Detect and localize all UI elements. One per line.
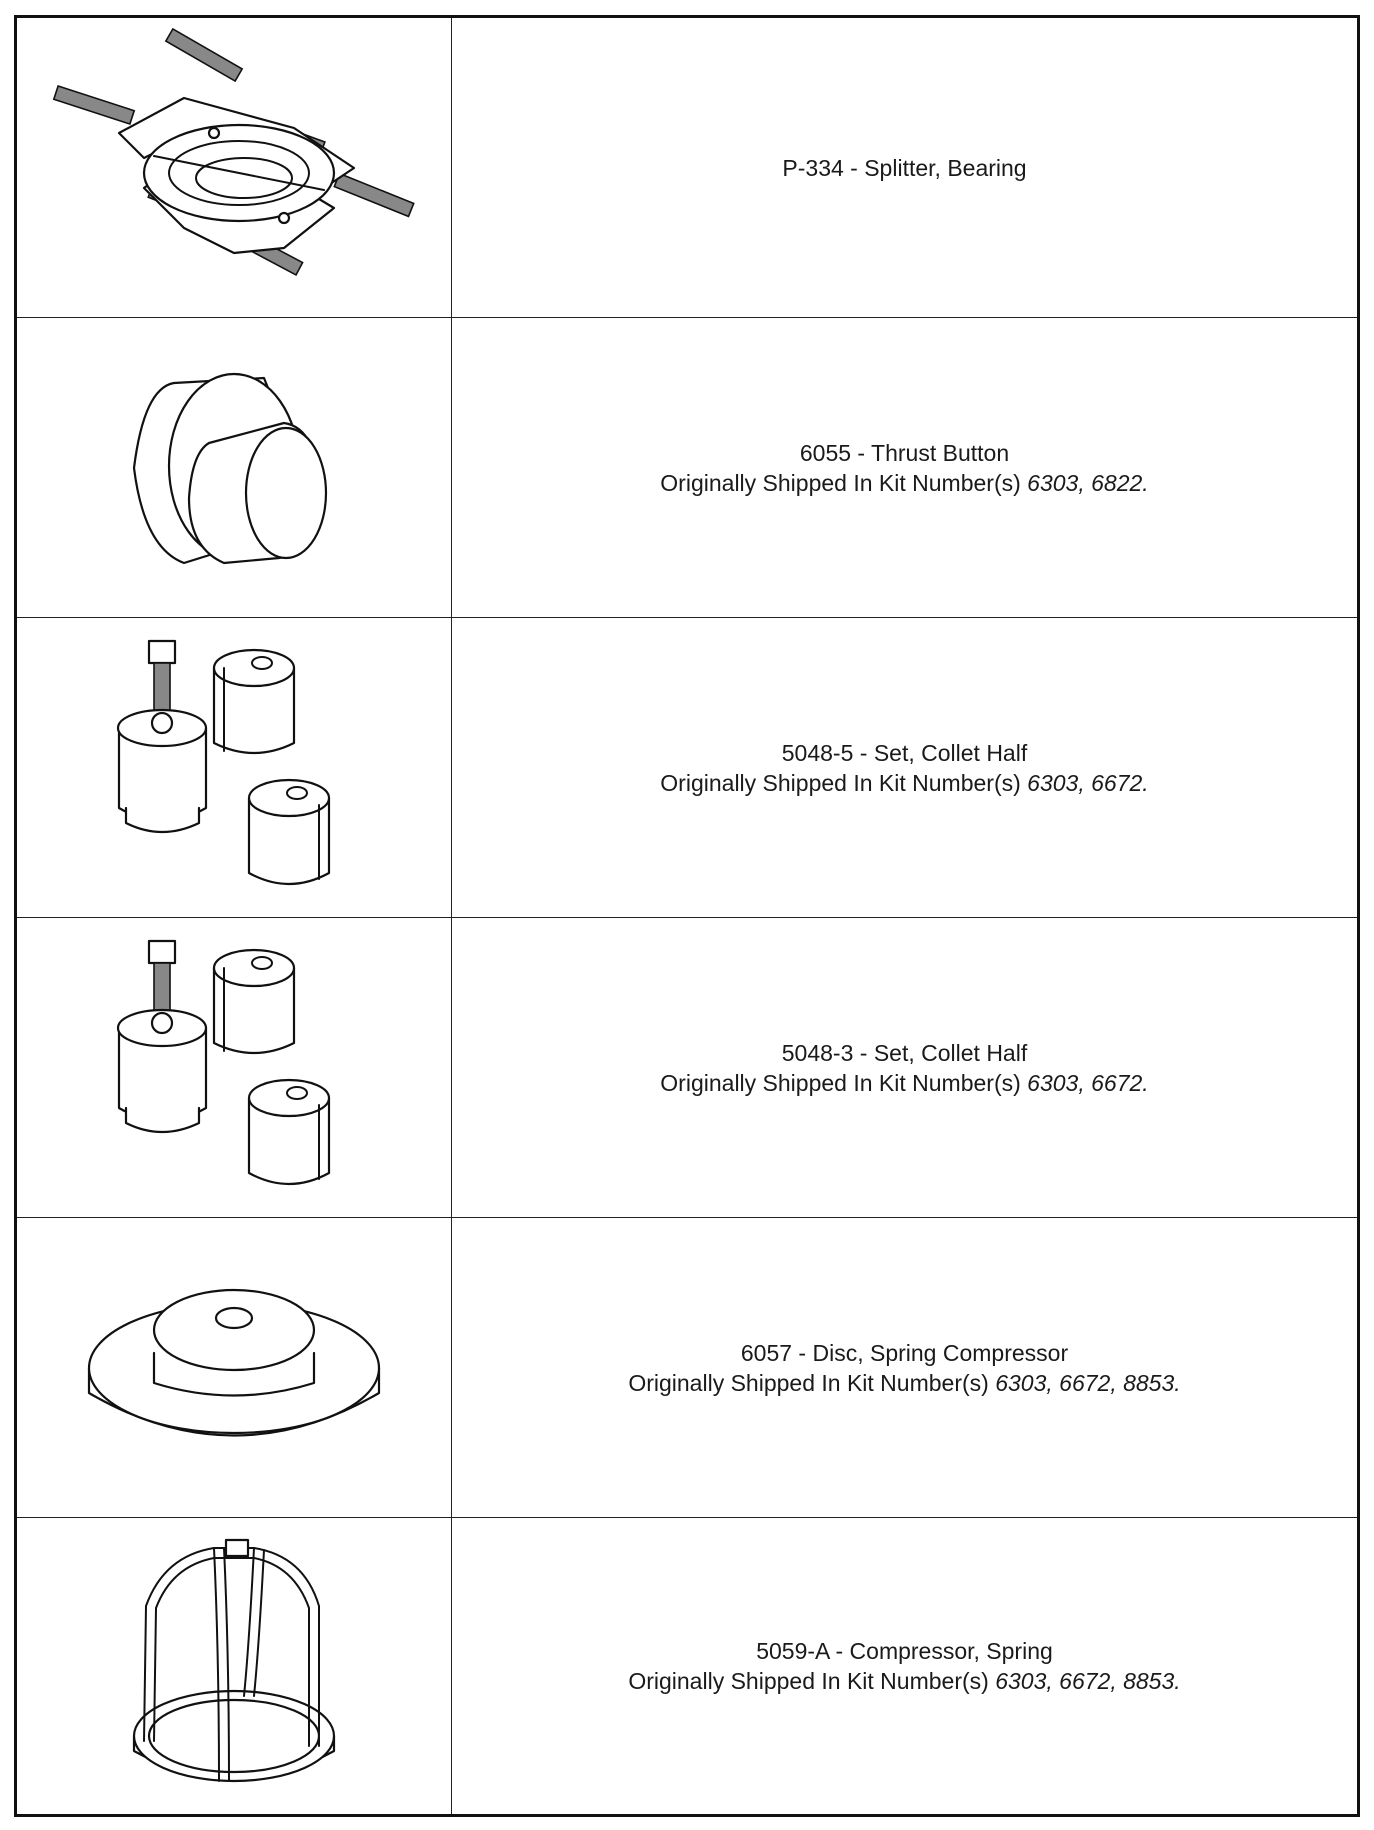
part-title: 5048-3 - Set, Collet Half xyxy=(781,1039,1028,1066)
part-image-cell xyxy=(17,1218,452,1517)
part-image-cell xyxy=(17,618,452,917)
kit-line xyxy=(660,1068,1148,1098)
kits-label: Originally Shipped In Kit Number(s) xyxy=(628,1369,996,1396)
collet-half-set-icon xyxy=(114,633,354,903)
thrust-button-icon xyxy=(114,348,354,588)
kit-line xyxy=(660,468,1148,498)
kit-numbers: 6303, 6672, 8853. xyxy=(995,1369,1181,1396)
part-description xyxy=(452,18,1357,317)
kits-label: Originally Shipped In Kit Number(s) xyxy=(660,1069,1028,1096)
spring-compressor-icon xyxy=(124,1536,344,1796)
table-row xyxy=(17,318,1357,618)
collet-half-set-icon xyxy=(114,933,354,1203)
part-title: P-334 - Splitter, Bearing xyxy=(782,154,1027,181)
part-description xyxy=(452,1518,1357,1814)
table-row xyxy=(17,918,1357,1218)
kits-label: Originally Shipped In Kit Number(s) xyxy=(628,1668,996,1694)
table-row xyxy=(17,18,1357,318)
part-title: 5059-A - Compressor, Spring xyxy=(756,1638,1053,1664)
kit-numbers: 6303, 6822. xyxy=(1027,469,1149,496)
kits-label: Originally Shipped In Kit Number(s) xyxy=(660,469,1028,496)
part-image-cell xyxy=(17,318,452,617)
part-image-cell xyxy=(17,1518,452,1814)
part-title: 5048-5 - Set, Collet Half xyxy=(781,739,1028,766)
table-row xyxy=(17,1518,1357,1814)
kits-label: Originally Shipped In Kit Number(s) xyxy=(660,769,1028,796)
kit-line xyxy=(628,1368,1180,1398)
part-description xyxy=(452,1218,1357,1517)
part-description xyxy=(452,618,1357,917)
kit-line xyxy=(628,1666,1180,1696)
kit-line xyxy=(660,768,1148,798)
table-row xyxy=(17,618,1357,918)
table-row xyxy=(17,1218,1357,1518)
part-image-cell xyxy=(17,18,452,317)
part-description xyxy=(452,918,1357,1217)
parts-table xyxy=(14,15,1360,1817)
part-title: 6057 - Disc, Spring Compressor xyxy=(740,1339,1069,1366)
spring-compressor-disc-icon xyxy=(84,1268,384,1468)
kit-numbers: 6303, 6672. xyxy=(1027,769,1149,796)
part-title: 6055 - Thrust Button xyxy=(799,439,1010,466)
part-description xyxy=(452,318,1357,617)
kit-numbers: 6303, 6672. xyxy=(1027,1069,1149,1096)
bearing-splitter-icon xyxy=(34,38,434,298)
kit-numbers: 6303, 6672, 8853. xyxy=(995,1668,1181,1694)
part-image-cell xyxy=(17,918,452,1217)
